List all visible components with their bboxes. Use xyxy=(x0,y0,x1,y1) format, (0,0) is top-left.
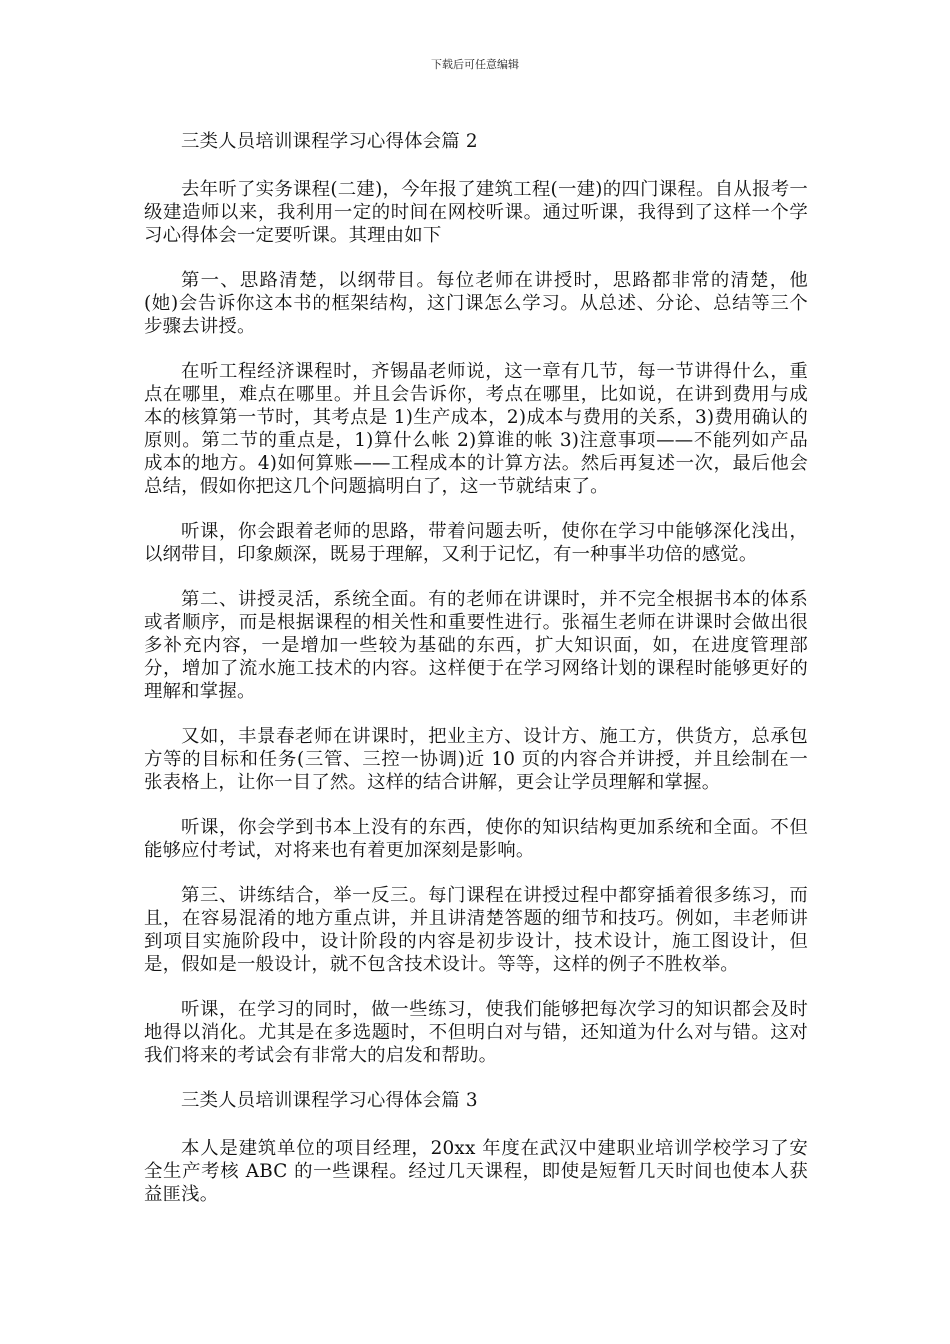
document-body xyxy=(144,130,808,1228)
body-paragraph: 去年听了实务课程(二建)，今年报了建筑工程(一建)的四门课程。自从报考一级建造师以来，我利用一定的时间在网校听课。通过听课，我得到了这样一个学习心得体会一定要听课。其理由如下 xyxy=(144,179,808,246)
body-paragraph: 第二、讲授灵活，系统全面。有的老师在讲课时，并不完全根据书本的体系或者顺序，而是根据课程的相关性和重要性进行。张福生老师在讲课时会做出很多补充内容，一是增加一些较为基础的东西，扩大知识面，如，在进度管理部分，增加了流水施工技术的内容。这样便于在学习网络计划的课程时能够更好的理解和掌握。 xyxy=(144,589,808,702)
body-paragraph: 在听工程经济课程时，齐锡晶老师说，这一章有几节，每一节讲得什么，重点在哪里，难点在哪里。并且会告诉你，考点在哪里，比如说，在讲到费用与成本的核算第一节时，其考点是 1)生产成本，2)成本与费用的关系，3)费用确认的原则。第二节的重点是，1)算什么帐 2)算谁的帐 3)注意事项——不能列如产品成本的地方。4)如何算账——工程成本的计算方法。然后再复述一次，最后他会总结，假如你把这几个问题搞明白了，这一节就结束了。 xyxy=(144,361,808,497)
body-paragraph: 本人是建筑单位的项目经理，20xx 年度在武汉中建职业培训学校学习了安全生产考核 ABC 的一些课程。经过几天课程，即使是短暂几天时间也使本人获益匪浅。 xyxy=(144,1138,808,1205)
page-header: 下载后可任意编辑 xyxy=(431,58,519,71)
section-heading: 三类人员培训课程学习心得体会篇 2 xyxy=(181,131,478,152)
body-paragraph: 又如，丰景春老师在讲课时，把业主方、设计方、施工方，供货方，总承包方等的目标和任务(三管、三控一协调)近 10 页的内容合并讲授，并且绘制在一张表格上，让你一目了然。这样的结合讲解，更会让学员理解和掌握。 xyxy=(144,726,808,793)
body-paragraph: 听课，你会学到书本上没有的东西，使你的知识结构更加系统和全面。不但能够应付考试，对将来也有着更加深刻是影响。 xyxy=(144,817,808,861)
body-paragraph: 第一、思路清楚，以纲带目。每位老师在讲授时，思路都非常的清楚，他(她)会告诉你这本书的框架结构，这门课怎么学习。从总述、分论、总结等三个步骤去讲授。 xyxy=(144,270,808,337)
body-paragraph: 听课，你会跟着老师的思路，带着问题去听，使你在学习中能够深化浅出，以纲带目，印象颇深，既易于理解，又利于记忆，有一种事半功倍的感觉。 xyxy=(144,521,808,565)
body-paragraph: 第三、讲练结合，举一反三。每门课程在讲授过程中都穿插着很多练习，而且，在容易混淆的地方重点讲，并且讲清楚答题的细节和技巧。例如，丰老师讲到项目实施阶段中，设计阶段的内容是初步设计，技术设计，施工图设计，但是，假如是一般设计，就不包含技术设计。等等，这样的例子不胜枚举。 xyxy=(144,885,808,975)
body-paragraph: 听课，在学习的同时，做一些练习，使我们能够把每次学习的知识都会及时地得以消化。尤其是在多选题时，不但明白对与错，还知道为什么对与错。这对我们将来的考试会有非常大的启发和帮助。 xyxy=(144,999,808,1066)
section-heading: 三类人员培训课程学习心得体会篇 3 xyxy=(181,1090,478,1111)
